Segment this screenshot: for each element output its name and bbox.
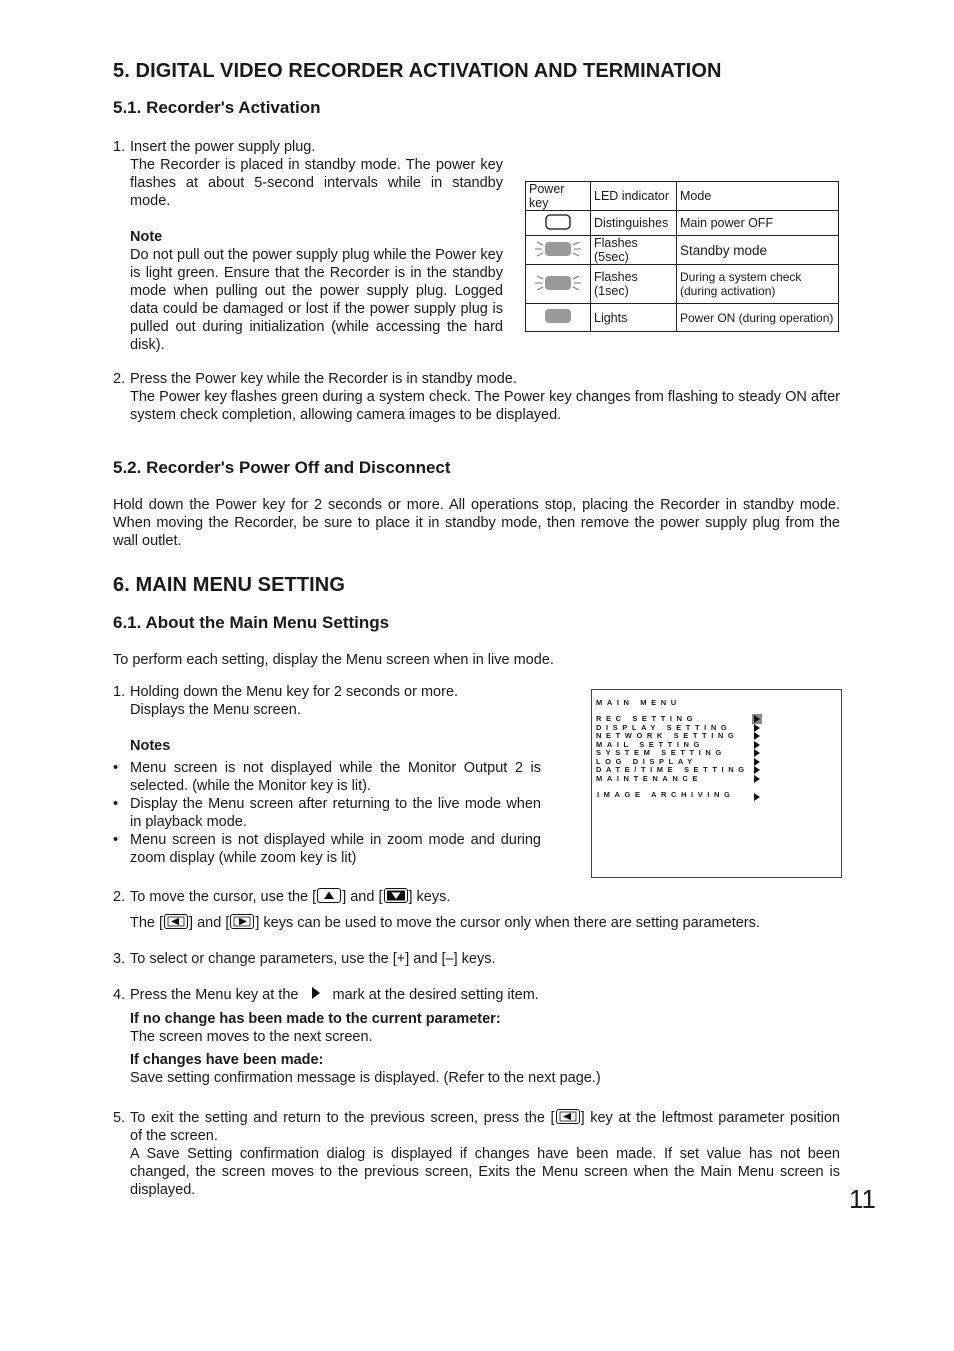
header-mode: Mode xyxy=(677,182,839,211)
step-number: 3. xyxy=(113,951,126,967)
menu-item: MAINTENANCE xyxy=(596,773,703,783)
note-title: Note xyxy=(130,229,163,245)
arrow-right-icon xyxy=(754,758,760,766)
key-flashing-icon xyxy=(526,265,591,304)
step-number: 2. xyxy=(113,889,126,905)
arrow-right-icon xyxy=(754,749,760,757)
menu-item: DATE/TIME SETTING xyxy=(596,765,749,774)
menu-step-5 xyxy=(113,1109,840,1199)
change-body: Save setting confirmation message is displayed. (Refer to the next page.) xyxy=(130,1070,601,1086)
arrow-right-icon xyxy=(754,793,760,801)
arrow-right-icon xyxy=(754,732,760,740)
activation-step-2 xyxy=(113,370,840,424)
page-number: 11 xyxy=(849,1184,876,1214)
step-5-body: A Save Setting confirmation dialog is displayed if changes have been made. If set value has not been changed, the screen moves to the previous screen, Exits the Menu screen when the Main Menu screen is displayed. xyxy=(130,1146,840,1198)
step-2-sub-text: ] keys can be used to move the cursor only when there are setting parameters. xyxy=(255,915,760,931)
table-row xyxy=(526,236,839,265)
step-5-text: To exit the setting and return to the previous screen, press the [ xyxy=(130,1110,555,1126)
step-number: 1. xyxy=(113,139,126,155)
menu-items xyxy=(596,715,749,783)
no-change-body: The screen moves to the next screen. xyxy=(130,1029,373,1045)
key-outline-icon xyxy=(526,211,591,236)
step-1-body: Displays the Menu screen. xyxy=(130,702,301,718)
step-2-text: To move the cursor, use the [ xyxy=(130,889,317,905)
led-cell: Lights xyxy=(591,304,677,332)
mode-cell: During a system check (during activation) xyxy=(677,265,839,304)
no-change-title: If no change has been made to the current parameter: xyxy=(130,1011,501,1027)
step-2-text: ] keys. xyxy=(408,889,451,905)
led-cell: Distinguishes xyxy=(591,211,677,236)
step-5-text: ] key at the leftmost parameter position xyxy=(580,1110,840,1126)
step-1-body: The Recorder is placed in standby mode. The power key flashes at about 5-second intervals while in standby mode. xyxy=(130,157,503,209)
section-6-title: 6. MAIN MENU SETTING xyxy=(113,574,346,596)
left-key-icon xyxy=(556,1109,580,1124)
header-led-indicator: LED indicator xyxy=(591,182,677,211)
up-key-icon xyxy=(317,888,341,903)
step-2-sub-text: ] and [ xyxy=(189,915,230,931)
mode-cell: Main power OFF xyxy=(677,211,839,236)
section-6-1-heading: 6.1. About the Main Menu Settings xyxy=(113,613,390,632)
menu-item: LOG DISPLAY xyxy=(596,756,697,766)
table-row xyxy=(526,265,839,304)
mode-cell: Standby mode xyxy=(677,236,839,265)
section-5-title: 5. DIGITAL VIDEO RECORDER ACTIVATION AND TERMINATION xyxy=(113,60,722,82)
note-text: Menu screen is not displayed while the Monitor Output 2 is selected. (while the Monitor key is lit). xyxy=(130,760,541,794)
key-lit-icon xyxy=(526,304,591,332)
step-3-text: To select or change parameters, use the [+] and [–] keys. xyxy=(130,951,496,967)
menu-item: NETWORK SETTING xyxy=(596,731,739,740)
step-4-text: Press the Menu key at the xyxy=(130,987,299,1003)
note-text: Display the Menu screen after returning to the live mode when in playback mode. xyxy=(130,796,541,830)
arrow-right-icon xyxy=(754,724,760,732)
led-cell: Flashes (1sec) xyxy=(591,265,677,304)
section-6-intro: To perform each setting, display the Menu screen when in live mode. xyxy=(113,652,554,668)
step-number: 1. xyxy=(113,684,126,700)
section-5-2-heading: 5.2. Recorder's Power Off and Disconnect xyxy=(113,458,451,477)
arrow-right-icon xyxy=(754,766,760,774)
menu-step-1 xyxy=(113,683,541,867)
step-2-text: ] and [ xyxy=(342,889,383,905)
step-2-body: The Power key flashes green during a system check. The Power key changes from flashing to steady ON after system check completion, allowing camera images to be displayed. xyxy=(130,389,840,423)
notes-title: Notes xyxy=(130,738,171,754)
step-number: 2. xyxy=(113,371,126,387)
down-key-icon xyxy=(384,888,408,903)
key-flashing-icon xyxy=(526,236,591,265)
right-key-icon xyxy=(230,914,254,929)
step-4-text: mark at the desired setting item. xyxy=(332,987,539,1003)
arrow-right-icon xyxy=(754,741,760,749)
menu-title: MAIN MENU xyxy=(596,698,681,707)
table-row xyxy=(526,304,839,332)
activation-step-1 xyxy=(113,138,503,354)
change-title: If changes have been made: xyxy=(130,1052,324,1068)
table-row xyxy=(526,211,839,236)
list-item xyxy=(113,759,541,795)
arrow-right-icon xyxy=(754,715,760,723)
step-number: 4. xyxy=(113,987,126,1003)
note-text: Menu screen is not displayed while in zoom mode and during zoom display (while zoom key is lit) xyxy=(130,832,541,866)
menu-step-2 xyxy=(113,888,840,932)
section-5-1-heading: 5.1. Recorder's Activation xyxy=(113,98,321,117)
arrow-right-icon xyxy=(754,775,760,783)
table-header-row xyxy=(526,182,839,211)
notes-list xyxy=(113,759,541,867)
list-item xyxy=(113,795,541,831)
header-power-key: Power key xyxy=(526,182,591,211)
main-menu-screen xyxy=(591,689,842,878)
led-indicator-table xyxy=(525,181,839,332)
step-2-line: Press the Power key while the Recorder is in standby mode. xyxy=(130,371,517,387)
bullet: • xyxy=(113,760,119,776)
bullet: • xyxy=(113,796,119,812)
menu-item: MAIL SETTING xyxy=(596,739,704,749)
bullet: • xyxy=(113,832,119,848)
menu-item-image-archiving: IMAGE ARCHIVING xyxy=(597,790,735,799)
menu-step-3 xyxy=(113,950,840,968)
list-item xyxy=(113,831,541,867)
menu-step-4 xyxy=(113,986,840,1087)
menu-item: DISPLAY SETTING xyxy=(596,722,732,732)
step-1-line: Holding down the Menu key for 2 seconds or more. xyxy=(130,684,459,700)
note-body: Do not pull out the power supply plug while the Power key is light green. Ensure that the Recorder is in the standby mode when pulling out the power supply plug. Logged data could be damaged or lost if the power supply plug is pulled out during initialization (while accessing the hard disk). xyxy=(130,247,503,353)
led-cell: Flashes (5sec) xyxy=(591,236,677,265)
step-5-text: of the screen. xyxy=(130,1128,218,1144)
power-off-body: Hold down the Power key for 2 seconds or more. All operations stop, placing the Recorder in standby mode. When moving the Recorder, be sure to place it in standby mode, then remove the power supply plug from the wall outlet. xyxy=(113,497,840,549)
mode-cell: Power ON (during operation) xyxy=(677,304,839,332)
step-2-sub-text: The [ xyxy=(130,915,164,931)
menu-item: REC SETTING xyxy=(596,714,698,723)
step-1-line: Insert the power supply plug. xyxy=(130,139,316,155)
arrow-right-icon xyxy=(312,986,320,1004)
left-key-icon xyxy=(164,914,188,929)
menu-item: SYSTEM SETTING xyxy=(596,748,726,757)
step-number: 5. xyxy=(113,1110,126,1126)
